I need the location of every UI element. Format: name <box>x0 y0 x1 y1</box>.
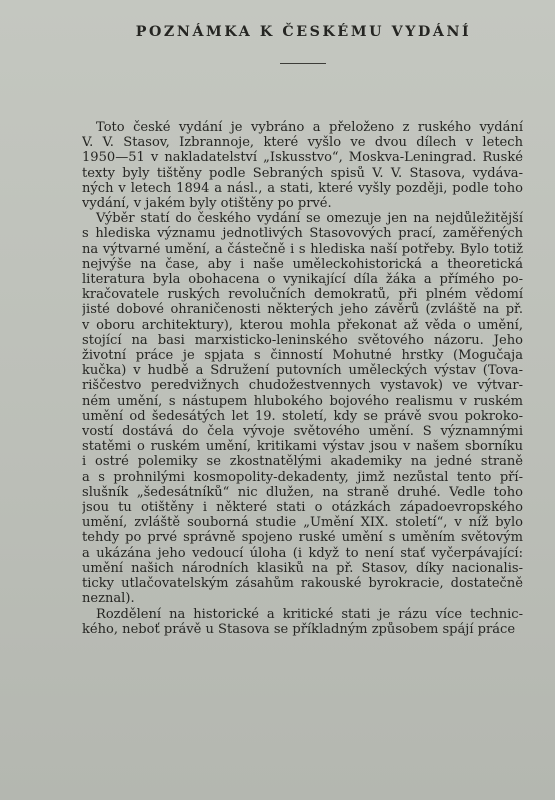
text-line: a s prohnilými kosmopolity-dekadenty, jimž nezůstal tento pří- <box>82 469 523 485</box>
text-line: jsou tu otištěny i některé stati o otázkách západoevropského <box>82 500 523 516</box>
text-line: umění od šedesátých let 19. století, kdy se právě svou pokroko- <box>82 408 523 424</box>
text-line: stojící na basi marxisticko-leninského světového názoru. Jeho <box>82 332 523 348</box>
text-line: vydání, v jakém byly otištěny po prvé. <box>82 196 332 212</box>
paragraph-1 <box>82 120 523 211</box>
heading-rule <box>280 63 326 64</box>
text-line: Rozdělení na historické a kritické stati je rázu více technic- <box>96 606 523 622</box>
text-line: vostí dostává do čela vývoje světového umění. S významnými <box>82 424 523 440</box>
text-line: umění, zvláště souborná studie „Umění XIX. století“, v níž bylo <box>82 515 523 531</box>
text-line: na výtvarné umění, a částečně i s hlediska naší potřeby. Bylo totiž <box>82 241 523 257</box>
text-line: ném umění, s nástupem hlubokého bojového realismu v ruském <box>82 393 523 409</box>
text-line: kého, neboť právě u Stasova se příkladným způsobem spájí práce <box>82 621 516 637</box>
text-line: v oboru architektury), kterou mohla překonat až věda o umění, <box>82 317 523 333</box>
text-line: literatura byla obohacena o vynikající díla žáka a přímého po- <box>82 272 523 288</box>
text-line: i ostré polemiky se zkostnatělými akademiky na jedné straně <box>82 454 523 470</box>
text-line: V. V. Stasov, Izbrannoje, které vyšlo ve dvou dílech v letech <box>82 135 523 151</box>
body-text <box>82 120 523 637</box>
text-line: ných v letech 1894 a násl., a stati, které vyšly později, podle toho <box>82 180 523 196</box>
text-line: tehdy po prvé správně spojeno ruské umění s uměním světovým <box>82 530 523 546</box>
text-line: neznal). <box>82 591 135 607</box>
page-heading: POZNÁMKA K ČESKÉMU VYDÁNÍ <box>135 24 472 40</box>
text-line: životní práce je spjata s činností Mohutné hrstky (Mogučaja <box>82 348 523 364</box>
paragraph-2 <box>82 211 523 606</box>
text-line: riščestvo peredvižnych chudožestvennych vystavok) ve výtvar- <box>82 378 523 394</box>
text-line: a ukázána jeho vedoucí úloha (i když to není stať vyčerpávající: <box>82 545 523 561</box>
text-line: kučka) v hudbě a Sdružení putovních uměleckých výstav (Tova- <box>82 363 523 379</box>
text-line: statěmi o ruském umění, kritikami výstav jsou v našem sborníku <box>82 439 523 455</box>
text-line: umění našich národních klasiků na př. Stasov, díky nacionalis- <box>82 560 523 576</box>
text-line: kračovatele ruských revolučních demokratů, při plném vědomí <box>82 287 523 303</box>
text-line: Výběr statí do českého vydání se omezuje jen na nejdůležitější <box>96 211 523 227</box>
text-line: nejvýše na čase, aby i naše uměleckohistorická a theoretická <box>82 256 523 272</box>
text-line: jisté dobové ohraničenosti některých jeho závěrů (zvláště na př. <box>82 302 523 318</box>
text-line: slušník „šedesátníků“ nic dlužen, na straně druhé. Vedle toho <box>82 484 523 500</box>
text-line: ticky utlačovatelským zásahům rakouské byrokracie, dostatečně <box>82 576 523 592</box>
paragraph-3 <box>82 607 523 637</box>
text-line: s hlediska významu jednotlivých Stasovových prací, zaměřených <box>82 226 523 242</box>
text-line: 1950—51 v nakladatelství „Iskusstvo“, Moskva-Leningrad. Ruské <box>82 150 523 166</box>
text-line: Toto české vydání je vybráno a přeloženo z ruského vydání <box>96 120 523 135</box>
text-line: texty byly tištěny podle Sebraných spisů V. V. Stasova, vydáva- <box>82 165 523 181</box>
